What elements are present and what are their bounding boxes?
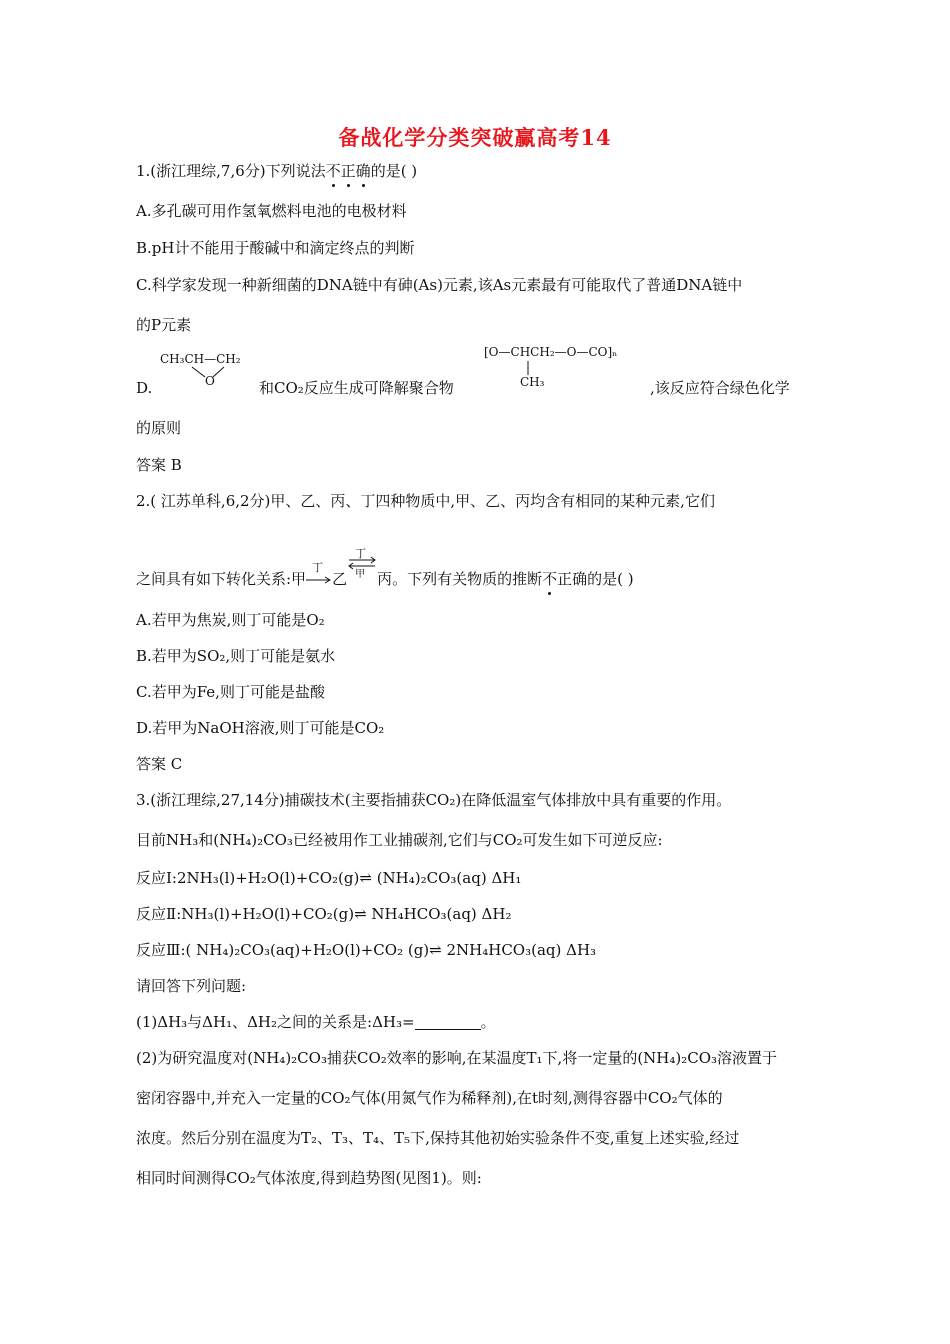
polymer-formula: [O—CHCH₂—O—CO]ₙ: [484, 345, 618, 359]
q3-part1: [136, 1012, 496, 1032]
q1-option-c-line2: 的P元素: [136, 316, 192, 334]
q3-part1-a: (1)ΔH₃与ΔH₁、ΔH₂之间的关系是:ΔH₃=: [136, 1013, 415, 1031]
q2-answer: 答案 C: [136, 755, 183, 773]
q1-option-b: B.pH计不能用于酸碱中和滴定终点的判断: [136, 239, 415, 257]
q1-option-d-label: D.: [136, 379, 153, 397]
q2-stem-line1: 2.( 江苏单科,6,2分)甲、乙、丙、丁四种物质中,甲、乙、丙均含有相同的某种元素,它们: [136, 492, 715, 510]
q3-part1-blank[interactable]: [415, 1015, 481, 1030]
q2-emph: 不: [542, 570, 558, 588]
q2-arrow1-label: 丁: [312, 561, 324, 574]
q1-option-d-line2: 的原则: [136, 419, 182, 437]
q3-reaction-3: 反应Ⅲ:( NH₄)₂CO₃(aq)+H₂O(l)+CO₂ (g)⇌ 2NH₄HCO₃(aq) ΔH₃: [136, 941, 597, 959]
q1-answer: 答案 B: [136, 456, 182, 474]
q3-part2-line4: 相同时间测得CO₂气体浓度,得到趋势图(见图1)。则:: [136, 1169, 482, 1187]
q3-reaction-2: 反应Ⅱ:NH₃(l)+H₂O(l)+CO₂(g)⇌ NH₄HCO₃(aq) ΔH₂: [136, 905, 512, 923]
q1-option-c-line1: C.科学家发现一种新细菌的DNA链中有砷(As)元素,该As元素最有可能取代了普通DNA链中: [136, 276, 743, 294]
q1-stem-b: 的是( ): [370, 162, 418, 180]
q2-option-a: A.若甲为焦炭,则丁可能是O₂: [136, 611, 325, 629]
q2-stem-c: 丙。下列有关物质的推断: [377, 570, 543, 588]
q3-part2-line1: (2)为研究温度对(NH₄)₂CO₃捕获CO₂效率的影响,在某温度T₁下,将一定量的(NH₄)₂CO₃溶液置于: [136, 1049, 778, 1067]
q1-option-a: A.多孔碳可用作氢氧燃料电池的电极材料: [136, 202, 407, 220]
q2-arrow2-top: 丁: [355, 547, 367, 560]
q2-arrow2-bottom: 甲: [355, 569, 366, 580]
q3-reaction-1: 反应Ⅰ:2NH₃(l)+H₂O(l)+CO₂(g)⇌ (NH₄)₂CO₃(aq) ΔH₁: [136, 869, 522, 887]
polymer-methyl: CH₃: [520, 375, 545, 389]
q1-emph-3: 确: [355, 162, 371, 180]
q3-part2-line3: 浓度。然后分别在温度为T₂、T₃、T₄、T₅下,保持其他初始实验条件不变,重复上述实验,经过: [136, 1129, 740, 1147]
epoxide-formula: CH₃CH—CH₂: [160, 352, 241, 366]
q2-stem-b: 乙: [332, 570, 348, 588]
q3-stem-line2: 目前NH₃和(NH₄)₂CO₃已经被用作工业捕碳剂,它们与CO₂可发生如下可逆反应:: [136, 831, 663, 849]
q2-stem-line2: [136, 547, 634, 589]
q2-stem-a: 之间具有如下转化关系:甲: [136, 570, 307, 588]
q1-stem-a: 1.(浙江理综,7,6分)下列说法: [136, 162, 326, 180]
q1-stem: [136, 161, 417, 181]
q3-part2-line2: 密闭容器中,并充入一定量的CO₂气体(用氮气作为稀释剂),在t时刻,测得容器中CO₂气体的: [136, 1089, 723, 1107]
q3-prompt: 请回答下列问题:: [136, 977, 247, 995]
document-title: 备战化学分类突破赢高考14: [338, 125, 612, 150]
q2-arrow-forward: [306, 561, 332, 584]
q2-option-c: C.若甲为Fe,则丁可能是盐酸: [136, 683, 325, 701]
polymer-methyl-bond: [526, 360, 532, 376]
q2-option-d: D.若甲为NaOH溶液,则丁可能是CO₂: [136, 719, 385, 737]
q2-option-b: B.若甲为SO₂,则丁可能是氨水: [136, 647, 336, 665]
epoxide-oxygen: O: [205, 374, 215, 388]
q1-emph-2: 正: [340, 162, 356, 180]
q1-emph-1: 不: [325, 162, 341, 180]
q1-option-d-end: ,该反应符合绿色化学: [650, 379, 790, 397]
q3-part1-b: 。: [480, 1013, 496, 1031]
q2-stem-d: 正确的是( ): [557, 570, 634, 588]
q3-stem-line1: 3.(浙江理综,27,14分)捕碳技术(主要指捕获CO₂)在降低温室气体排放中具有重要的作用。: [136, 791, 732, 809]
q2-arrow-reversible: [347, 547, 377, 584]
q1-option-d-mid: 和CO₂反应生成可降解聚合物: [259, 379, 454, 397]
